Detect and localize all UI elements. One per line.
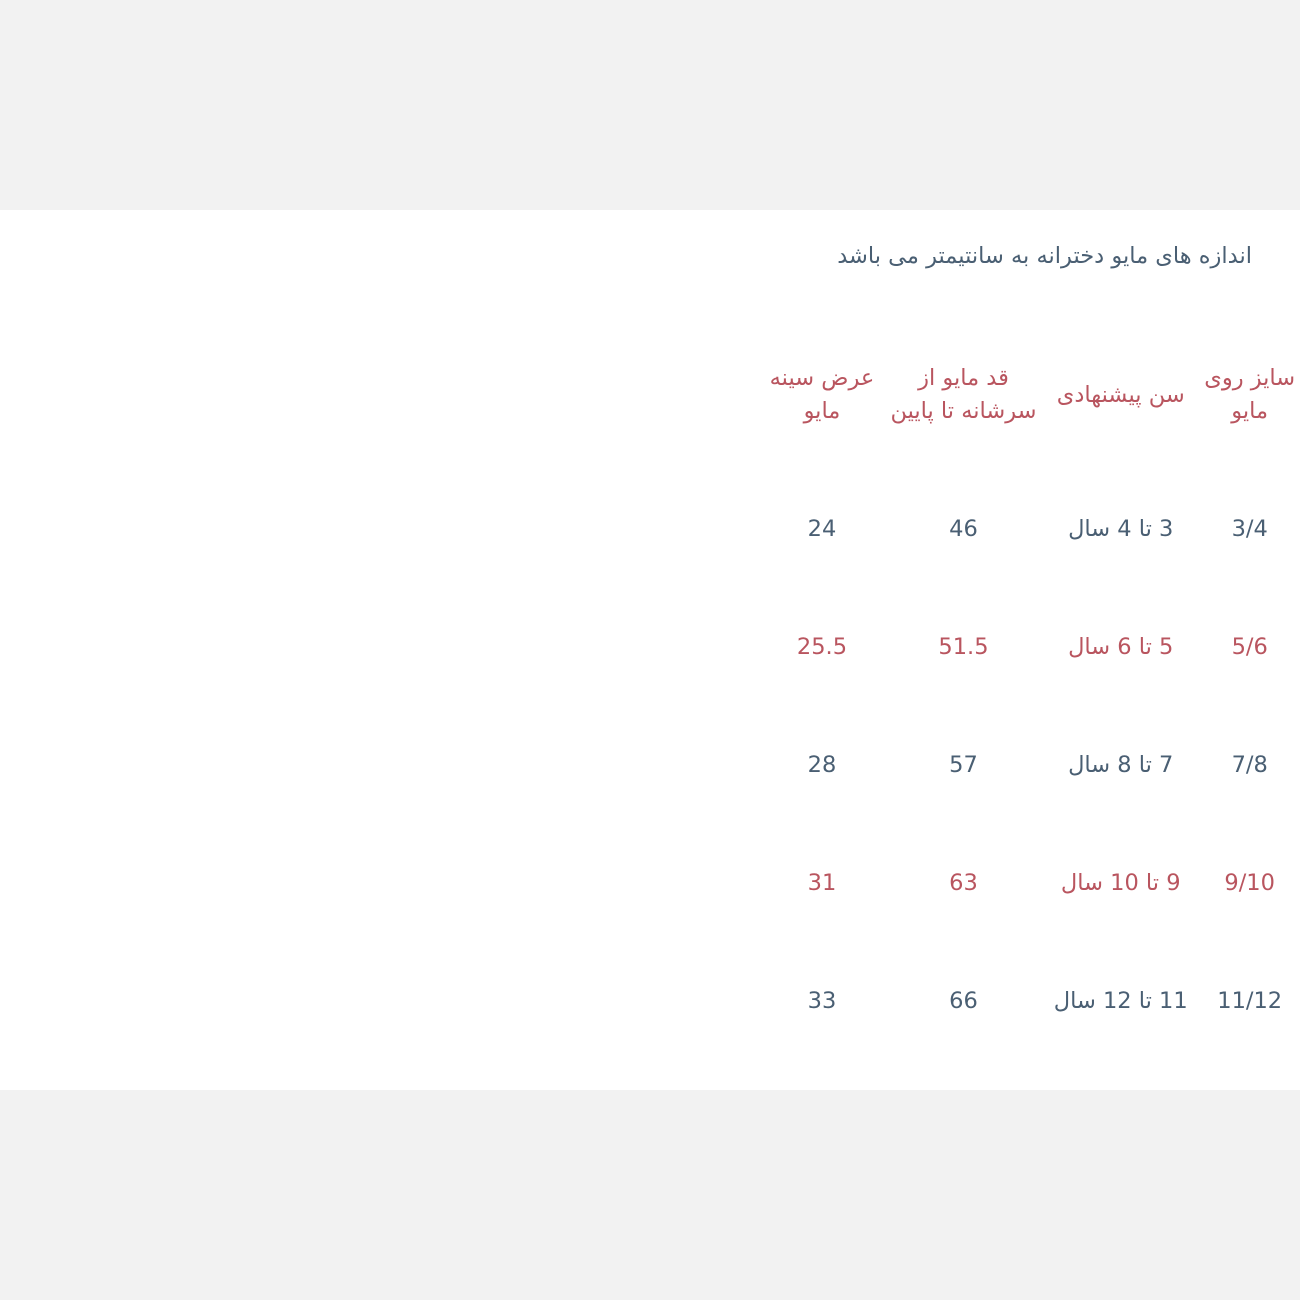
table-header: [0, 320, 1300, 470]
cell-size: 5/6: [1231, 633, 1268, 660]
cell-spacer: [0, 824, 759, 942]
cell-age: 11 تا 12 سال: [1053, 987, 1188, 1014]
cell-age: 5 تا 6 سال: [1068, 633, 1174, 660]
table-row: [0, 942, 1300, 1060]
cell-length: 46: [949, 515, 978, 542]
cell-spacer: [0, 470, 759, 588]
table-row: [0, 824, 1300, 942]
cell-chest-width: 31: [807, 869, 837, 896]
size-chart-table: [0, 320, 1300, 1060]
cell-size: 3/4: [1231, 515, 1268, 542]
table-row: [0, 588, 1300, 706]
cell-length: 51.5: [938, 633, 989, 660]
cell-size: 9/10: [1224, 869, 1275, 896]
cell-length: 63: [949, 869, 978, 896]
size-chart-content: [0, 210, 1300, 1090]
cell-length: 66: [949, 987, 978, 1014]
cell-age: 3 تا 4 سال: [1068, 515, 1174, 542]
cell-size: 7/8: [1231, 751, 1268, 778]
cell-age: 7 تا 8 سال: [1068, 751, 1174, 778]
cell-spacer: [0, 942, 759, 1060]
table-row: [0, 470, 1300, 588]
cell-length: 57: [949, 751, 978, 778]
header-length: قد مایو از سرشانه تا پایین: [890, 365, 1037, 424]
table-row: [0, 706, 1300, 824]
header-spacer: [0, 320, 759, 470]
cell-chest-width: 25.5: [796, 633, 848, 660]
cell-spacer: [0, 706, 759, 824]
table-body: [0, 470, 1300, 1060]
cell-size: 11/12: [1217, 987, 1283, 1014]
header-chest-width: عرض سینه مایو: [769, 365, 875, 424]
header-size: سایز روی مایو: [1204, 365, 1296, 424]
table-header-row: [0, 320, 1300, 470]
cell-spacer: [0, 588, 759, 706]
header-age: سن پیشنهادی: [1056, 381, 1185, 408]
page-title: اندازه های مایو دخترانه به سانتیمتر می باشد: [837, 243, 1252, 269]
cell-chest-width: 28: [807, 751, 837, 778]
size-chart-card: [0, 210, 1300, 1090]
cell-chest-width: 24: [807, 515, 837, 542]
cell-chest-width: 33: [807, 987, 837, 1014]
cell-age: 9 تا 10 سال: [1060, 869, 1181, 896]
